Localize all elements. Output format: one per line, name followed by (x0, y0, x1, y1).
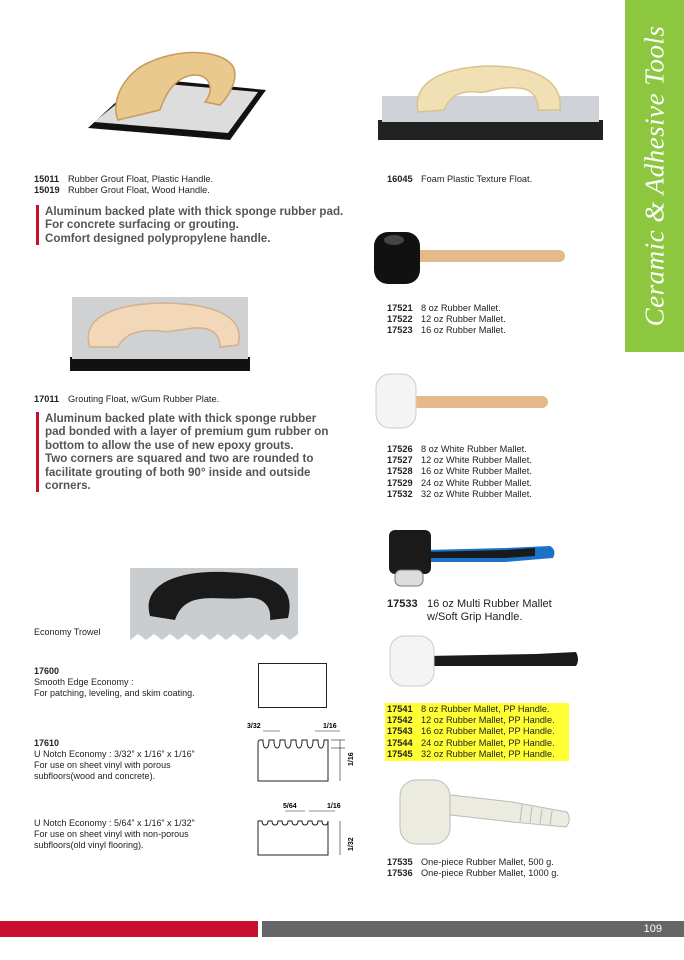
white-mallet-image (372, 370, 552, 432)
footer-red-bar (0, 921, 258, 937)
product-row: 17523 16 oz Rubber Mallet. (387, 325, 506, 336)
u-notch-1-diagram (245, 718, 365, 784)
pp-mallet-image (386, 632, 581, 692)
product-row: 17528 16 oz White Rubber Mallet. (387, 466, 532, 477)
product-row: 17535 One-piece Rubber Mallet, 500 g. (387, 857, 554, 867)
onepiece-mallet-codes (387, 857, 559, 879)
texture-float-codes (387, 174, 532, 185)
dim-label: 1/16 (348, 752, 355, 766)
product-row: 17541 8 oz Rubber Mallet, PP Handle. (387, 704, 550, 714)
grouting-float-image (70, 295, 255, 375)
u-notch-2-text: U Notch Economy : 5/64” x 1/16” x 1/32” For use on sheet vinyl with non-porous subfloors(old vinyl flooring). (34, 818, 195, 850)
product-row: 17526 8 oz White Rubber Mallet. (387, 444, 527, 454)
white-mallet-codes (387, 444, 532, 500)
texture-float-image (378, 62, 603, 147)
product-row: 17011 Grouting Float, w/Gum Rubber Plate. (34, 394, 220, 404)
dim-label: 1/16 (327, 803, 341, 810)
product-row: 17536 One-piece Rubber Mallet, 1000 g. (387, 868, 559, 879)
pp-mallet-codes (385, 703, 569, 761)
u-notch-2-diagram (245, 799, 365, 861)
product-row: 16045 Foam Plastic Texture Float. (387, 174, 533, 184)
product-row: 17532 32 oz White Rubber Mallet. (387, 488, 532, 499)
category-side-tab (625, 0, 684, 352)
product-row: 17542 12 oz Rubber Mallet, PP Handle. (387, 715, 555, 726)
rubber-mallet-image (370, 226, 570, 288)
product-row: 17521 8 oz Rubber Mallet. (387, 303, 501, 313)
footer-gray-bar (262, 921, 684, 937)
page-number: 109 (643, 923, 662, 935)
grouting-float-description: Aluminum backed plate with thick sponge rubber pad bonded with a layer of premium gum rubber on bottom to allow the use of new epoxy grouts. Two corners are squared and two are rounded to facilitate grouting of both 90° inside and outside corners. (36, 412, 355, 492)
onepiece-mallet-image (392, 772, 582, 852)
grouting-float-codes (34, 394, 219, 405)
economy-trowel-label: Economy Trowel (34, 627, 101, 637)
smooth-edge-diagram (258, 663, 328, 709)
dim-label: 1/16 (323, 723, 337, 730)
dim-label: 3/32 (247, 723, 261, 730)
smooth-trowel-text: 17600 Smooth Edge Economy : For patching, leveling, and skim coating. (34, 666, 195, 698)
product-row: 15011 Rubber Grout Float, Plastic Handle. (34, 174, 214, 184)
economy-trowel-image (130, 564, 300, 644)
product-row: 15019 Rubber Grout Float, Wood Handle. (34, 185, 210, 196)
grout-float-description: Aluminum backed plate with thick sponge rubber pad. For concrete surfacing or grouting. Comfort designed polypropylene handle. (36, 205, 365, 245)
product-row: 17527 12 oz White Rubber Mallet. (387, 455, 532, 466)
dim-label: 5/64 (283, 803, 297, 810)
product-row: 17544 24 oz Rubber Mallet, PP Handle. (387, 737, 555, 748)
product-row: 17522 12 oz Rubber Mallet. (387, 314, 506, 325)
multi-mallet-codes: 17533 16 oz Multi Rubber Mallet w/Soft Grip Handle. (387, 598, 552, 623)
product-row: 17543 16 oz Rubber Mallet, PP Handle. (387, 726, 555, 737)
product-row: 17545 32 oz Rubber Mallet, PP Handle. (387, 748, 555, 759)
u-notch-1-text: 17610 U Notch Economy : 3/32” x 1/16” x 1/16” For use on sheet vinyl with porous subfloors(wood and concrete). (34, 738, 195, 781)
product-row: 17529 24 oz White Rubber Mallet. (387, 477, 532, 488)
multi-mallet-image (385, 528, 570, 590)
grout-float-image (80, 40, 270, 145)
category-title: Ceramic & Adhesive Tools (639, 25, 669, 327)
grout-float-codes (34, 174, 213, 196)
rubber-mallet-codes (387, 303, 506, 337)
dim-label: 1/32 (348, 837, 355, 851)
